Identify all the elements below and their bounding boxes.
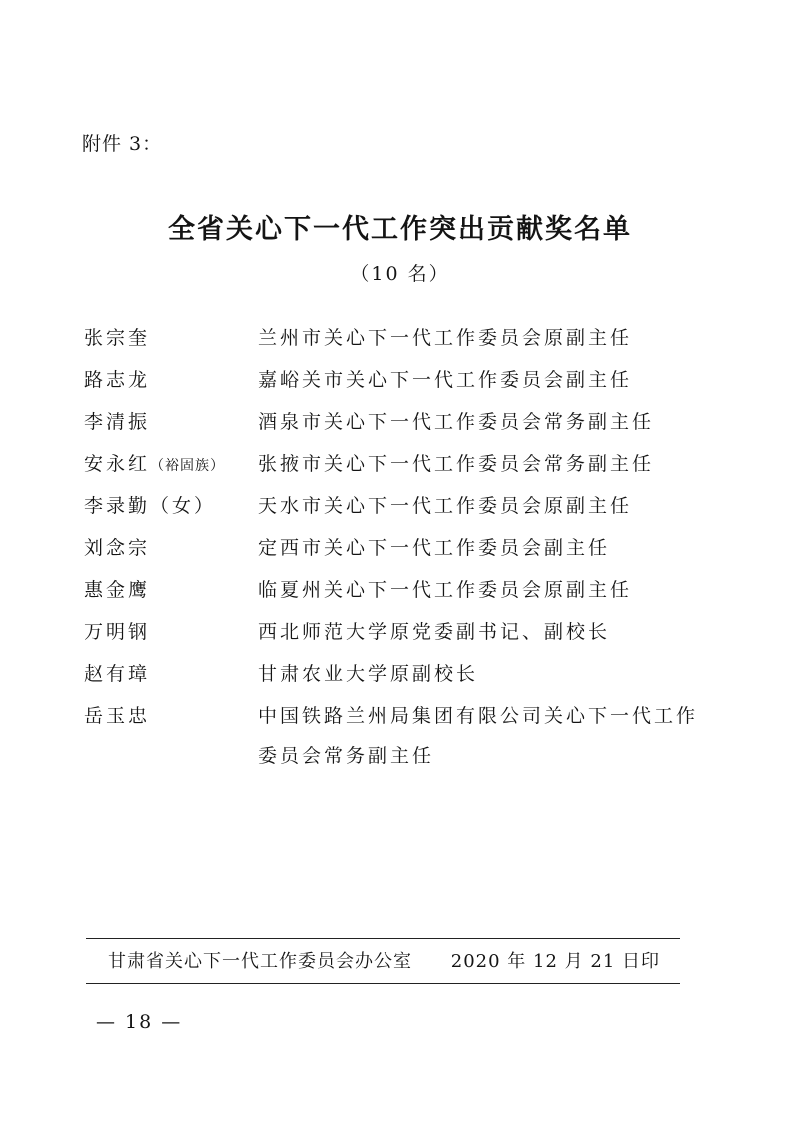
awardee-name: 赵有璋 bbox=[84, 663, 151, 685]
awardee-role: 西北师范大学原党委副书记、副校长 bbox=[258, 621, 611, 643]
print-date: 2020 年 12 月 21 日印 bbox=[450, 951, 660, 972]
awardee-role: 嘉峪关市关心下一代工作委员会副主任 bbox=[258, 369, 633, 391]
awardee-row bbox=[84, 612, 704, 654]
awardee-role: 定西市关心下一代工作委员会副主任 bbox=[258, 537, 611, 559]
awardee-name: 路志龙 bbox=[84, 369, 151, 391]
awardee-name: 李清振 bbox=[84, 411, 151, 433]
awardee-list bbox=[84, 318, 704, 776]
awardee-count: （10 名） bbox=[350, 263, 450, 285]
awardee-row bbox=[84, 528, 704, 570]
page-number: — 18 — bbox=[96, 1011, 183, 1033]
awardee-row bbox=[84, 444, 704, 486]
awardee-name: 岳玉忠 bbox=[84, 705, 151, 727]
awardee-row bbox=[84, 570, 704, 612]
ethnicity-note: （裕固族） bbox=[150, 458, 226, 474]
awardee-role: 临夏州关心下一代工作委员会原副主任 bbox=[258, 579, 633, 601]
awardee-name: 刘念宗 bbox=[84, 537, 151, 559]
awardee-role: 兰州市关心下一代工作委员会原副主任 bbox=[258, 327, 633, 349]
awardee-name: 万明钢 bbox=[84, 621, 151, 643]
imprint-footer bbox=[86, 938, 680, 984]
awardee-name: 张宗奎 bbox=[84, 327, 151, 349]
awardee-row bbox=[84, 696, 704, 776]
awardee-name: 安永红（裕固族） bbox=[84, 453, 226, 475]
awardee-row bbox=[84, 360, 704, 402]
awardee-role: 酒泉市关心下一代工作委员会常务副主任 bbox=[258, 411, 655, 433]
document-title: 全省关心下一代工作突出贡献奖名单 bbox=[168, 214, 632, 245]
awardee-role: 中国铁路兰州局集团有限公司关心下一代工作委员会常务副主任 bbox=[258, 705, 699, 767]
awardee-role: 天水市关心下一代工作委员会原副主任 bbox=[258, 495, 633, 517]
awardee-name: 李录勤（女） bbox=[84, 495, 217, 517]
awardee-row bbox=[84, 318, 704, 360]
awardee-row bbox=[84, 402, 704, 444]
attachment-label: 附件 3： bbox=[82, 133, 163, 155]
awardee-role: 甘肃农业大学原副校长 bbox=[258, 663, 479, 685]
awardee-row bbox=[84, 654, 704, 696]
awardee-name: 惠金鹰 bbox=[84, 579, 151, 601]
awardee-role: 张掖市关心下一代工作委员会常务副主任 bbox=[258, 453, 655, 475]
issuing-office: 甘肃省关心下一代工作委员会办公室 bbox=[108, 951, 412, 972]
awardee-row bbox=[84, 486, 704, 528]
